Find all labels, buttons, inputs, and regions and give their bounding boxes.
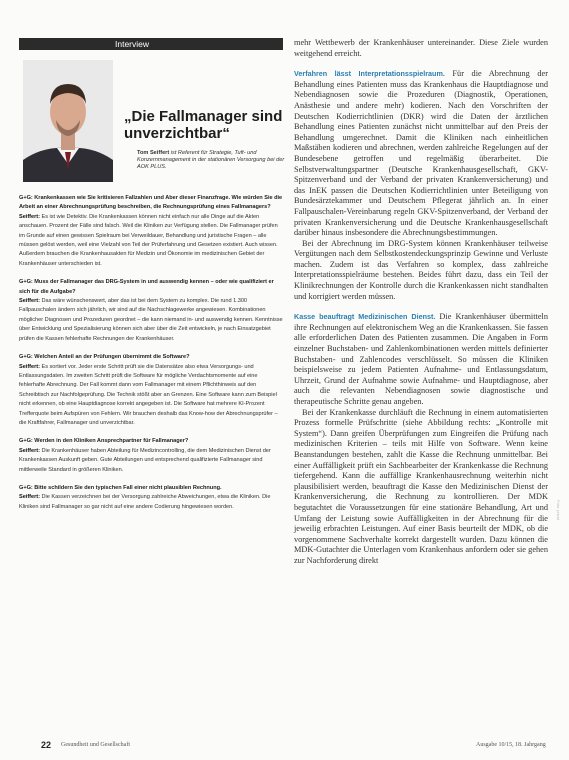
portrait-photo xyxy=(23,60,113,182)
qa-block xyxy=(19,278,283,344)
speaker: Seiffert: xyxy=(19,363,40,370)
speaker: Seiffert: xyxy=(19,447,40,454)
interview-headline: „Die Fallmanager sind unverzichtbar“ xyxy=(124,108,283,142)
interview-qa xyxy=(19,194,283,512)
answer xyxy=(19,213,283,269)
qa-block xyxy=(19,437,283,475)
question: G+G: Werden in den Kliniken Ansprechpartner für Fallmanager? xyxy=(19,438,189,445)
answer xyxy=(19,363,283,429)
answer-text: Es sortiert vor. Jeder erste Schritt prüft sie die Datensätze also etwa Versorgungs- und Entlassungsdaten. Im zweiten Schritt prüft die Software für mögliche Verdachtsmomente auf eine fehlerhafte Abrechnung. Der Fall kommt dann vom Fallmanager mit einem Pflichthinweis auf den Schreibtisch zur Nachfolgeprüfung. Die Technik stößt aber an Grenzen. Eine Software kann zum Beispiel nicht erkennen, ob eine Hauptdiagnose korrekt angegeben ist. Die Software hat mehrere KI-Prozent Trefferquote beim Aufspüren von Fehlern. Wir brauchen deshalb das Know-how der Abrechnungsprüfer – die Kraftfahrer, Fallmanager und unverzichtbar. xyxy=(19,363,278,426)
question: G+G: Welchen Anteil an der Prüfungen übernimmt die Software? xyxy=(19,354,190,361)
answer xyxy=(19,297,283,344)
paragraph-text: Bei der Krankenkasse durchläuft die Rechnung in einem automatisierten Prozess formelle Prüfschritte (siehe Abbildung rechts: „Kontrolle mit System“). Dann greifen Überprüfungen zum Eingreifen die Prüfung nach medizinischen Kriterien – teils mit Hilfe von Software. Wenn keine Beanstandungen bestehen, zahlt die Kasse die Rechnung unmittelbar. Bei einer Auffälligkeit prüft ein Sachbearbeiter der Krankenkasse die Rechnung tiefergehend. Kann die auffällige Krankenhausrechnung weiterhin nicht plausibilisiert werden, beauftragt die Kasse den Medizinischen Dienst der Krankenversicherung, die Rechnung zu kontrollieren. Der MDK begutachtet die Voraussetzungen für eine stationäre Behandlung, Art und Umfang der Leistung sowie Auffälligkeiten in der Abrechnung für die jeweilig erbrachten Leistungen. Auf einer Basis beurteilt der MDK, ob die vorgenommene Sachverhalte korrekt dargestellt wurden. Dazu können die MDK-Gutachter die Unterlagen vom Krankenhaus anfordern oder sie gehen zur Nachforderung direkt xyxy=(294,407,548,565)
article-column xyxy=(294,38,548,567)
page-footer xyxy=(19,740,549,756)
paragraph-text: Bei der Abrechnung im DRG-System können Krankenhäuser teilweise Vergütungen nach dem Selbstkostendeckungsprinzip Gewinne und Verluste machen. Zudem ist das Verfahren so komplex, dass zahlreiche Interpretationsspielräume bestehen. Beides führt dazu, dass ein Teil der Klinikrechnungen der Kontrolle durch die Krankenkassen nicht standhalten und korrigiert werden müssen. xyxy=(294,238,548,301)
caption-name: Tom Seiffert xyxy=(137,150,170,156)
caption-text: ist Referent für Strategie, Tuft- und Konzernmanagement in der stationären Versorgung bei der AOK PLUS. xyxy=(137,150,285,170)
journal-name: Gesundheit und Gesellschaft xyxy=(61,742,130,748)
paragraph xyxy=(294,239,548,303)
answer-text: Die Krankenhäuser haben Abteilung für Medizincontrolling, die dem Medizinischen Dienst der Krankenkassen Auskunft geben. Gute Abteilungen und entsprechend qualifizierte Fallmanager sind mittlerweile Standard in größeren Kliniken. xyxy=(19,447,271,473)
paragraph-text: mehr Wettbewerb der Krankenhäuser untereinander. Diese Ziele wurden weitgehend erreicht. xyxy=(294,38,548,58)
answer-text: Die Kassen verzeichnen bei der Versorgung zahlreiche Abweichungen, etwa die Kliniken. Die Kliniken sind Fallmanager so gar nicht auf eine andere Codierung hingewiesen worden. xyxy=(19,494,271,510)
speaker: Seiffert: xyxy=(19,213,40,220)
subheading: Kasse beauftragt Medizinischen Dienst. xyxy=(294,312,436,322)
paragraph-text: Die Krankenhäuser übermitteln ihre Rechnungen auf elektronischem Weg an die Krankenkassen. Sie fassen alle erforderlichen Daten des Patienten zusammen. Die Angaben in Form einzelner Buchstaben- und Zahlenkombinationen werden mittels definierter Buchstaben- und Zahlencodes verschlüsselt. So müssen die Kliniken beispielsweise zu jedem Patienten Aufnahme- und Entlassungsdatum, Uhrzeit, Grund der Aufnahme sowie Aufnahme- und Hauptdiagnose, aber auch die relevanten Nebendiagnosen sowie diagnostische und therapeutische Schritte genau angeben. xyxy=(294,312,548,406)
issue-info: Ausgabe 10/15, 18. Jahrgang xyxy=(476,742,546,748)
question: G+G: Krankenkassen wie Sie kritisieren Fallzahlen und Aber dieser Finanzfrage. Wie würden Sie die Arbeit an einer Abrechnungsprüfung beschreiben, die Rechnungsprüfung eines Fallmanagers? xyxy=(19,195,283,211)
paragraph xyxy=(294,408,548,567)
photo-credit: Foto: privat xyxy=(556,500,561,521)
interview-column xyxy=(19,38,283,521)
photo-caption xyxy=(137,150,285,171)
paragraph-text: Für die Abrechnung der Behandlung eines Patienten muss das Krankenhaus die Hauptdiagnose und Nebendiagnosen sowie die Prozeduren (Diagnostik, Operationen, Anästhesie und andere mehr) kodieren. Nach den Vorschriften der Deutschen Kodierrichtlinien (DKR) wird die Daten der ärztlichen Behandlung eines Patienten zunächst nicht unmittelbar auf den Preis der Behandlung umgerechnet. Damit die Kliniken nach einheitlichen Maßstäben kodieren und abrechnen, werden zahlreiche Regelungen auf der Bundesebene getroffen und regelmäßig überarbeitet. Die Selbstverwaltungspartner (Deutsche Krankenhausgesellschaft, GKV-Spitzenverband und der Verband der privaten Krankenversicherung) und das InEK passen die Deutschen Kodierrichtlinien unter Beteiligung von Bundesärztekammer und Deutschem Pflegerat jährlich an. In einer Fallpauschalen-Vereinbarung regeln GKV-Spitzenverband, der Verband der privaten Krankenversicherung und die Deutsche Krankenhausgesellschaft darüber hinaus insbesondere die Abrechnungsbestimmungen. xyxy=(294,69,549,238)
paragraph xyxy=(294,38,548,59)
page-number: 22 xyxy=(41,740,52,750)
subheading: Verfahren lässt Interpretationsspielraum. xyxy=(294,69,445,79)
answer xyxy=(19,447,283,475)
paragraph xyxy=(294,312,548,407)
interview-header xyxy=(19,50,283,182)
qa-block xyxy=(19,194,283,269)
interview-label: Interview xyxy=(19,38,283,50)
paragraph xyxy=(294,69,548,239)
speaker: Seiffert: xyxy=(19,298,40,305)
question: G+G: Muss der Fallmanager das DRG-System in und auswendig kennen – oder wie qualifiziert er sich für die Aufgabe? xyxy=(19,279,274,295)
answer-text: Das wäre wünschenswert, aber das ist bei dem System zu komplex. Die rund 1.300 Fallpauschalen ändern sich jährlich, wir sind auf die Nachschlagewerke angewiesen. Kombinationen möglicher Diagnosen und Prozeduren geordnet – die kann niemand in- und auswendig kennen. Kenntnisse über Entwicklung und Spezialisierung können sich aber über die Zeit entwickeln, je nach Einsatzgebiet prüfen die Kassen fehlerhafte Rechnungen der Krankenhäuser. xyxy=(19,298,283,342)
qa-block xyxy=(19,353,283,428)
question: G+G: Bitte schildern Sie den typischen Fall einer nicht plausiblen Rechnung. xyxy=(19,484,222,491)
answer xyxy=(19,493,283,512)
answer-text: Es ist wie Detektiv. Die Krankenkassen können nicht einfach nur alle Dinge auf die Akten anschauen. Prozent der Fälle sind falsch. Weil die Kliniken zur Verfügung stellen. Die Fallmanager prüfen im Grunde auf einen gewissen Spielraum bei Verweildauer, Behandlung und juristische Fragen – alle müssen gelöst werden, weil eine Vielzahl von Teil der Prüferfahrung und Gesetzen existiert. Auch wissen. Außerdem brauchen die Krankenhausakten für Medizin und Ökonomie im medizinischen Gebiet der Krankenhäuser unterschieden ist. xyxy=(19,213,278,267)
qa-block xyxy=(19,484,283,512)
speaker: Seiffert: xyxy=(19,494,40,501)
